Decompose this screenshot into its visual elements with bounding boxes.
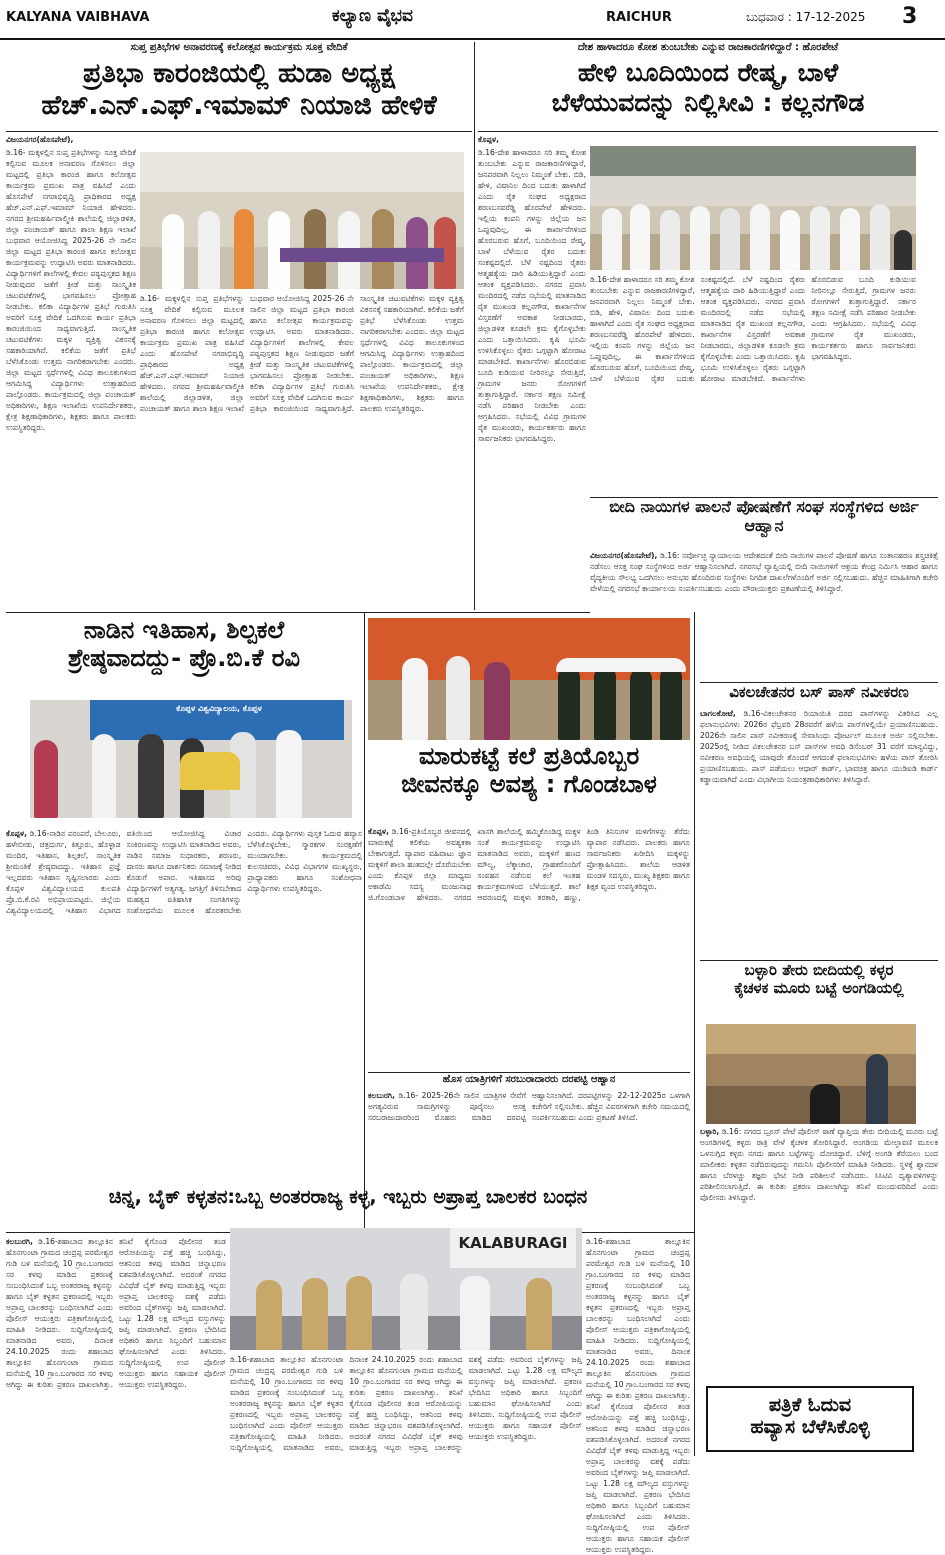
story2-headline-line2: ಬೆಳೆಯುವದನ್ನು ನಿಲ್ಲಿಸೀವಿ : ಕಲ್ಲನಗೌಡ [551, 87, 865, 117]
story2-headline [478, 58, 938, 130]
page-number: 3 [902, 4, 918, 29]
story1-body-cols [140, 293, 464, 610]
story7-dateline: ಕೊಪ್ಪಳ, [368, 827, 390, 836]
masthead [0, 0, 945, 40]
story1-headline [6, 58, 472, 130]
story8-dateline: ಕಲಬುರಗಿ, [368, 1091, 395, 1100]
story6-body-cols [6, 828, 362, 1230]
story9-photo [230, 1228, 582, 1350]
story9-body-right-text: ಡಿ.16-ಶಹಾಬಾದ ತಾಲ್ಲೂಕಿನ ಹೊನಗುಂಟಾ ಗ್ರಾಮದ ಚಂದ್ರಪ್ಪ ಪರಮೇಶ್ವರ ಗುಡಿ ಬಳಿ ಮನೆಯಲ್ಲಿ 10 ಗ್ರಾಂ.ಬಂಗಾರದ ಸರ ಕಳವು ಮಾಡಿದ ಪ್ರಕರಣಕ್ಕೆ ಸಂಬಂಧಿಸಿದಂತೆ ಒಬ್ಬ ಅಂತರರಾಜ್ಯ ಕಳ್ಳನನ್ನು ಹಾಗೂ ಬೈಕ್ ಕಳ್ಳತನ ಪ್ರಕರಣದಲ್ಲಿ ಇಬ್ಬರು ಅಪ್ರಾಪ್ತ ಬಾಲಕರನ್ನು ಬಂಧಿಸಲಾಗಿದೆ ಎಂದು ಪೊಲೀಸ್ ಆಯುಕ್ತರು ಪತ್ರಿಕಾಗೋಷ್ಠಿಯಲ್ಲಿ ಮಾಹಿತಿ ನೀಡಿದರು. ಸುದ್ದಿಗೋಷ್ಠಿಯಲ್ಲಿ ಮಾತನಾಡಿದ ಅವರು, ದಿನಾಂಕ 24.10.2025 ರಂದು ಶಹಾಬಾದ ತಾಲ್ಲೂಕಿನ ಹೊನಗುಂಟಾ ಗ್ರಾಮದ ಮನೆಯಲ್ಲಿ 10 ಗ್ರಾಂ.ಬಂಗಾರದ ಸರ ಕಳವು ಆಗಿದ್ದು ಈ ಕುರಿತು ಪ್ರಕರಣ ದಾಖಲಾಗಿತ್ತು. ತನಿಖೆ ಕೈಗೊಂಡ ಪೊಲೀಸರ ತಂಡ ಆರೋಪಿಯನ್ನು ಪತ್ತೆ ಹಚ್ಚಿ ಬಂಧಿಸಿದ್ದು, ಆತನಿಂದ ಕಳವು ಮಾಡಿದ ಚಿನ್ನಾಭರಣ ವಶಪಡಿಸಿಕೊಳ್ಳಲಾಗಿದೆ. ಅದರಂತೆ ನಗರದ ವಿವಿಧೆಡೆ ಬೈಕ್ ಕಳವು ಮಾಡುತ್ತಿದ್ದ ಇಬ್ಬರು ಅಪ್ರಾಪ್ತ ಬಾಲಕರನ್ನು ವಶಕ್ಕೆ ಪಡೆದು ಅವರಿಂದ ಬೈಕ್‌ಗಳನ್ನು ಜಪ್ತಿ ಮಾಡಲಾಗಿದೆ. ಒಟ್ಟು 1.28 ಲಕ್ಷ ಮೌಲ್ಯದ ವಸ್ತುಗಳನ್ನು ಜಪ್ತಿ ಮಾಡಲಾಗಿದೆ. ಪ್ರಕರಣ ಭೇದಿಸಿದ ಅಧಿಕಾರಿ ಹಾಗೂ ಸಿಬ್ಬಂದಿಗೆ ಬಹುಮಾನ ಘೋಷಿಸಲಾಗಿದೆ ಎಂದು ತಿಳಿಸಿದರು. ಸುದ್ದಿಗೋಷ್ಠಿಯಲ್ಲಿ ಉಪ ಪೊಲೀಸ್ ಆಯುಕ್ತರು ಹಾಗೂ ಸಹಾಯಕ ಪೊಲೀಸ್ ಆಯುಕ್ತರು ಉಪಸ್ಥಿತರಿದ್ದರು. [586, 1237, 690, 1554]
story3-headline: ಬೀದಿ ನಾಯಿಗಳ ಪಾಲನೆ ಪೋಷಣೆಗೆ ಸಂಘ ಸಂಸ್ಥೆಗಳಿದ ಅರ್ಜಿ ಆಹ್ವಾನ [609, 497, 919, 535]
story6-banner-text: ಕೊಪ್ಪಳ ವಿಶ್ವವಿದ್ಯಾಲಯ, ಕೊಪ್ಪಳ [176, 704, 262, 713]
story5-headline-line2: ಕೈಚಳಕ ಮೂರು ಬಟ್ಟೆ ಅಂಗಡಿಯಲ್ಲಿ [734, 978, 904, 997]
story2-body-cols [590, 274, 916, 496]
story6-dateline: ಕೊಪ್ಪಳ, [6, 829, 28, 838]
promo-line1: ಪತ್ರಿಕೆ ಓದುವ [768, 1394, 852, 1416]
story1-headline-line1: ಪ್ರತಿಭಾ ಕಾರಂಜಿಯಲ್ಲಿ ಹುಡಾ ಅಧ್ಯಕ್ಷ [83, 58, 395, 89]
story6-photo [30, 700, 352, 818]
story2-headline-line1: ಹೇಳಿ ಬೂದಿಯಿಂದ ರೇಷ್ಮ, ಬಾಳೆ [577, 58, 839, 87]
story7-body: ಡಿ.16-ಪ್ರತಿಯೊಬ್ಬರ ಜೀವನದಲ್ಲಿ ಮಾರುಕಟ್ಟೆ ಕಲಿಕೆಯ ಅವಶ್ಯಕತಾ ಬೇಕಾಗುತ್ತದೆ. ವ್ಯಾಪಾರ ವಹಿವಾಟು ಜ್ಞಾನ ಮಕ್ಕಳಿಗೆ ಶಾಲಾ ಹಂತದಲ್ಲೇ ದೊರೆಯಬೇಕು ಎಂದು ಕೊಪ್ಪಳ ಜಿಲ್ಲಾ ಮಾಧ್ಯಮ ಅಕಾಡೆಮಿ ಸದಸ್ಯ ಮಂಜುನಾಥ ಜಿ.ಗೊಂಡಬಾಳ ಹೇಳಿದರು. ನಗರದ ಖಾಸಗಿ ಶಾಲೆಯಲ್ಲಿ ಹಮ್ಮಿಕೊಂಡಿದ್ದ ಮಕ್ಕಳ ಸಂತೆ ಕಾರ್ಯಕ್ರಮವನ್ನು ಉದ್ಘಾಟಿಸಿ ಮಾತನಾಡಿದ ಅವರು, ಮಕ್ಕಳಿಗೆ ಹಣದ ಮೌಲ್ಯ, ಲೆಕ್ಕಾಚಾರ, ಗ್ರಾಹಕರೊಂದಿಗೆ ಸಂವಹನ ನಡೆಸುವ ಕಲೆ ಇಂತಹ ಕಾರ್ಯಕ್ರಮಗಳಿಂದ ಬೆಳೆಯುತ್ತದೆ. ಶಾಲೆ ಆವರಣದಲ್ಲಿ ಮಕ್ಕಳು ತರಕಾರಿ, ಹಣ್ಣು, ತಿಂಡಿ ತಿನಿಸುಗಳ ಮಳಿಗೆಗಳನ್ನು ತೆರೆದು ವ್ಯಾಪಾರ ನಡೆಸಿದರು. ಪಾಲಕರು ಹಾಗೂ ಸಾರ್ವಜನಿಕರು ಖರೀದಿಸಿ ಮಕ್ಕಳನ್ನು ಪ್ರೋತ್ಸಾಹಿಸಿದರು. ಶಾಲೆಯ ಆಡಳಿತ ಮಂಡಳಿ ಸದಸ್ಯರು, ಮುಖ್ಯ ಶಿಕ್ಷಕರು ಹಾಗೂ ಶಿಕ್ಷಕ ವೃಂದ ಉಪಸ್ಥಿತರಿದ್ದರು. [368, 827, 690, 902]
story1-body-col1 [6, 134, 136, 610]
story9-body-right [586, 1236, 690, 1554]
story6-body: ಡಿ.16-ನಾಡಿನ ಪರಂಪರೆ, ಬೇಲೂರು, ಹಳೇಬೀಡು, ಚಿತ್ರದುರ್ಗ, ಕಿತ್ತೂರು, ಹೊಳ್ಳಾಡ ಮಂದಿರ, ಇತಿಹಾಸ, ಶಿಲ್ಪಕಲೆ, ಸಾಂಸ್ಕೃತಿಕ ಶ್ರೀಮಂತಿಕೆ ಶ್ರೇಷ್ಠವಾದದ್ದು. ಇತಿಹಾಸ ಪ್ರಜ್ಞೆ ಇಲ್ಲದವರು ಇತಿಹಾಸ ಸೃಷ್ಟಿಸಲಾರರು ಎಂದು ಕೊಪ್ಪಳ ವಿಶ್ವವಿದ್ಯಾಲಯದ ಕುಲಪತಿ ಪ್ರೊ.ಬಿ.ಕೆ.ರವಿ ಅಭಿಪ್ರಾಯಪಟ್ಟರು. ಜಿಲ್ಲೆಯ ವಿಶ್ವವಿದ್ಯಾಲಯದಲ್ಲಿ ಇತಿಹಾಸ ವಿಭಾಗದ ವತಿಯಿಂದ ಆಯೋಜಿಸಿದ್ದ ವಿಚಾರ ಸಂಕಿರಣವನ್ನು ಉದ್ಘಾಟಿಸಿ ಮಾತನಾಡಿದ ಅವರು, ನಾಡಿನ ಸಮಾಜ ಸುಧಾರಕರು, ಶರಣರು, ದಾಸರು ಹಾಗೂ ದಾರ್ಶನಿಕರು ಸಮಾಜಕ್ಕೆ ನೀಡಿದ ಕೊಡುಗೆ ಅಪಾರ. ಇತಿಹಾಸದ ಅರಿವು ವಿದ್ಯಾರ್ಥಿಗಳಿಗೆ ಅತ್ಯಗತ್ಯ. ಜಗತ್ತಿಗೆ ತಿಳಿಸಬೇಕಾದ ಮಹತ್ವದ ಐತಿಹಾಸಿಕ ಸಂಗತಿಗಳನ್ನು ಸಂಶೋಧನೆಯ ಮೂಲಕ ಹೊರತರಬೇಕು ಎಂದರು. ವಿದ್ಯಾರ್ಥಿಗಳು ಪುಸ್ತಕ ಓದುವ ಹವ್ಯಾಸ ಬೆಳೆಸಿಕೊಳ್ಳಬೇಕು, ಸ್ಮಾರಕಗಳ ಸಂರಕ್ಷಣೆಗೆ ಮುಂದಾಗಬೇಕು. ಕಾರ್ಯಕ್ರಮದಲ್ಲಿ ಕುಲಸಚಿವರು, ವಿವಿಧ ವಿಭಾಗಗಳ ಮುಖ್ಯಸ್ಥರು, ಪ್ರಾಧ್ಯಾಪಕರು ಹಾಗೂ ಸಂಶೋಧನಾ ವಿದ್ಯಾರ್ಥಿಗಳು ಉಪಸ್ಥಿತರಿದ್ದರು. [6, 829, 362, 915]
story5-dateline: ಬಳ್ಳಾರಿ, [700, 1127, 720, 1136]
story8-body: ಡಿ.16- 2025-26ನೇ ಸಾಲಿನ ಯಾತ್ರಿಗಳ ಸೇವೆಗೆ ಅಗತ್ಯವಿರುವ ಸಾಮಗ್ರಿಗಳನ್ನು ಪೂರೈಸಲು ಆಸಕ್ತ ಸರಬರಾಜುದಾರರಿಂದ ಮೊಹರು ಮಾಡಿದ ದರಪಟ್ಟಿ ಆಹ್ವಾನಿಸಲಾಗಿದೆ. ದರಪಟ್ಟಿಗಳನ್ನು 22-12-2025ರ ಒಳಗಾಗಿ ಕಚೇರಿಗೆ ಸಲ್ಲಿಸಬೇಕು. ಹೆಚ್ಚಿನ ವಿವರಗಳಿಗಾಗಿ ಕಚೇರಿ ಸಮಯದಲ್ಲಿ ಸಂಪರ್ಕಿಸಬಹುದು ಎಂದು ಪ್ರಕಟಣೆ ತಿಳಿಸಿದೆ. [368, 1091, 690, 1122]
story2-photo [590, 146, 916, 270]
story5-headline [700, 962, 938, 1022]
edition-city: RAICHUR [606, 10, 672, 25]
story6-headline-line2: ಶ್ರೇಷ್ಠವಾದದ್ದು- ಪ್ರೊ.ಬಿ.ಕೆ ರವಿ [68, 644, 300, 673]
story5-headline-line1: ಬಳ್ಳಾರಿ ತೇರು ಬೀದಿಯಲ್ಲಿ ಕಳ್ಳರ [744, 961, 894, 979]
story2-body: ಡಿ.16-ದೇಶ ಹಾಳಾದರೂ ಸರಿ ತಮ್ಮ ಕೋಶ ತುಂಬಬೇಕು ಎನ್ನುವ ರಾಜಕಾರಣಿಗಳಿದ್ದಾರೆ, ಜನಪರವಾಗಿ ನಿಲ್ಲಲು ನಿಮ್ಮಂತೆ ಬೇಕು. ಬಿಡಿ, ಹೇಳಿ, ವಿಷಾನಿಲ ದಿಂದ ಬದುಕು ಹಾಳಾಗಿದೆ ಎಂದು ರೈತ ಸಂಘದ ಅಧ್ಯಕ್ಷರಾದ ಶರಣಬಸವರೆಡ್ಡಿ ಹೊರಪೇಟೆ ಹೇಳಿದರು. ಇಲ್ಲಿಯ ಕಂಪನಿ ಗಳನ್ನು ಜಿಲ್ಲೆಯ ಜನ ಒಪ್ಪುವುದಿಲ್ಲ, ಈ ಕಾರ್ಖಾನೆಗಳಿಂದ ಹೊರಬರುವ ಹೊಗೆ, ಬೂದಿಯಿಂದ ರೇಷ್ಮ, ಬಾಳೆ ಬೆಳೆಯುವ ರೈತರ ಬದುಕು ಸಂಕಷ್ಟದಲ್ಲಿದೆ. ಬೆಳೆ ನಷ್ಟದಿಂದ ರೈತರು ಆತ್ಮಹತ್ಯೆಯ ದಾರಿ ಹಿಡಿಯುತ್ತಿದ್ದಾರೆ ಎಂದು ಆತಂಕ ವ್ಯಕ್ತಪಡಿಸಿದರು. ನಗರದ ಪ್ರವಾಸಿ ಮಂದಿರದಲ್ಲಿ ನಡೆದ ಸಭೆಯಲ್ಲಿ ಮಾತನಾಡಿದ ರೈತ ಮುಖಂಡ ಕಲ್ಲನಗೌಡ, ಕಾರ್ಖಾನೆಗಳ ವಿಸ್ತರಣೆಗೆ ಅವಕಾಶ ನೀಡಬಾರದು, ಜಿಲ್ಲಾಡಳಿತ ಕೂಡಲೇ ಕ್ರಮ ಕೈಗೊಳ್ಳಬೇಕು ಎಂದು ಒತ್ತಾಯಿಸಿದರು. ಕೃಷಿ ಭೂಮಿ ಉಳಿಸಿಕೊಳ್ಳಲು ರೈತರು ಒಗ್ಗಟ್ಟಾಗಿ ಹೋರಾಟ ಮಾಡಬೇಕಿದೆ. ಕಾರ್ಖಾನೆಗಳು ಹೊರಬಿಡುವ ಬೂದಿ ಕುಡಿಯುವ ನೀರಿನಲ್ಲೂ ಸೇರುತ್ತಿದೆ, ಗ್ರಾಮಗಳ ಜನರು ರೋಗಗಳಿಗೆ ತುತ್ತಾಗುತ್ತಿದ್ದಾರೆ. ಸರ್ಕಾರ ತಕ್ಷಣ ಸಮೀಕ್ಷೆ ನಡೆಸಿ ಪರಿಹಾರ ನೀಡಬೇಕು ಎಂದು ಆಗ್ರಹಿಸಿದರು. ಸಭೆಯಲ್ಲಿ ವಿವಿಧ ಗ್ರಾಮಗಳ ರೈತ ಮುಖಂಡರು, ಕಾರ್ಯಕರ್ತರು ಹಾಗೂ ಸಾರ್ವಜನಿಕರು ಭಾಗವಹಿಸಿದ್ದರು. [478, 148, 586, 443]
story4-headline: ವಿಕಲಚೇತನರ ಬಸ್ ಪಾಸ್ ನವೀಕರಣ [729, 683, 909, 701]
story7-photo [368, 618, 690, 740]
story2-kicker: ದೇಶ ಹಾಳಾದರೂ ಕೋಶ ತುಂಬಬೇಕು ಎನ್ನುವ ರಾಜಕಾರಣಿಗಳಿದ್ದಾರೆ : ಹೊರಪೇಟೆ [577, 42, 839, 53]
paper-name-english: KALYANA VAIBHAVA [6, 10, 150, 25]
story2-dateline: ಕೊಪ್ಪಳ, [478, 135, 500, 144]
paper-name-kannada: ಕಲ್ಯಾಣ ವೈಭವ [332, 6, 413, 26]
story8-headline: ಹೊಸ ಯಾತ್ರಿಗಳಿಗೆ ಸರಬುರಾದಾರರು ದರಪಟ್ಟಿ ಆಹ್ವಾನ [442, 1074, 616, 1085]
story9-body: ಡಿ.16-ಶಹಾಬಾದ ತಾಲ್ಲೂಕಿನ ಹೊನಗುಂಟಾ ಗ್ರಾಮದ ಚಂದ್ರಪ್ಪ ಪರಮೇಶ್ವರ ಗುಡಿ ಬಳಿ ಮನೆಯಲ್ಲಿ 10 ಗ್ರಾಂ.ಬಂಗಾರದ ಸರ ಕಳವು ಮಾಡಿದ ಪ್ರಕರಣಕ್ಕೆ ಸಂಬಂಧಿಸಿದಂತೆ ಒಬ್ಬ ಅಂತರರಾಜ್ಯ ಕಳ್ಳನನ್ನು ಹಾಗೂ ಬೈಕ್ ಕಳ್ಳತನ ಪ್ರಕರಣದಲ್ಲಿ ಇಬ್ಬರು ಅಪ್ರಾಪ್ತ ಬಾಲಕರನ್ನು ಬಂಧಿಸಲಾಗಿದೆ ಎಂದು ಪೊಲೀಸ್ ಆಯುಕ್ತರು ಪತ್ರಿಕಾಗೋಷ್ಠಿಯಲ್ಲಿ ಮಾಹಿತಿ ನೀಡಿದರು. ಸುದ್ದಿಗೋಷ್ಠಿಯಲ್ಲಿ ಮಾತನಾಡಿದ ಅವರು, ದಿನಾಂಕ 24.10.2025 ರಂದು ಶಹಾಬಾದ ತಾಲ್ಲೂಕಿನ ಹೊನಗುಂಟಾ ಗ್ರಾಮದ ಮನೆಯಲ್ಲಿ 10 ಗ್ರಾಂ.ಬಂಗಾರದ ಸರ ಕಳವು ಆಗಿದ್ದು ಈ ಕುರಿತು ಪ್ರಕರಣ ದಾಖಲಾಗಿತ್ತು. ತನಿಖೆ ಕೈಗೊಂಡ ಪೊಲೀಸರ ತಂಡ ಆರೋಪಿಯನ್ನು ಪತ್ತೆ ಹಚ್ಚಿ ಬಂಧಿಸಿದ್ದು, ಆತನಿಂದ ಕಳವು ಮಾಡಿದ ಚಿನ್ನಾಭರಣ ವಶಪಡಿಸಿಕೊಳ್ಳಲಾಗಿದೆ. ಅದರಂತೆ ನಗರದ ವಿವಿಧೆಡೆ ಬೈಕ್ ಕಳವು ಮಾಡುತ್ತಿದ್ದ ಇಬ್ಬರು ಅಪ್ರಾಪ್ತ ಬಾಲಕರನ್ನು ವಶಕ್ಕೆ ಪಡೆದು ಅವರಿಂದ ಬೈಕ್‌ಗಳನ್ನು ಜಪ್ತಿ ಮಾಡಲಾಗಿದೆ. ಒಟ್ಟು 1.28 ಲಕ್ಷ ಮೌಲ್ಯದ ವಸ್ತುಗಳನ್ನು ಜಪ್ತಿ ಮಾಡಲಾಗಿದೆ. ಪ್ರಕರಣ ಭೇದಿಸಿದ ಅಧಿಕಾರಿ ಹಾಗೂ ಸಿಬ್ಬಂದಿಗೆ ಬಹುಮಾನ ಘೋಷಿಸಲಾಗಿದೆ ಎಂದು ತಿಳಿಸಿದರು. ಸುದ್ದಿಗೋಷ್ಠಿಯಲ್ಲಿ ಉಪ ಪೊಲೀಸ್ ಆಯುಕ್ತರು ಹಾಗೂ ಸಹಾಯಕ ಪೊಲೀಸ್ ಆಯುಕ್ತರು ಉಪಸ್ಥಿತರಿದ್ದರು. [6, 1237, 226, 1389]
story3-dateline: ವಿಜಯನಗರ(ಹೊಸಪೇಟೆ), [590, 551, 658, 560]
story9-headline: ಚಿನ್ನ, ಬೈಕ್ ಕಳ್ಳತನ:ಒಬ್ಬ ಅಂತರರಾಜ್ಯ ಕಳ್ಳ, ಇಬ್ಬರು ಅಪ್ರಾಪ್ತ ಬಾಲಕರ ಬಂಧನ [108, 1186, 588, 1208]
promo-box [706, 1386, 914, 1452]
story5-body: ಡಿ.16: ನಗರದ ಬ್ರೂಸ್ ಪೇಟೆ ಪೊಲೀಸ್ ಠಾಣೆ ವ್ಯಾಪ್ತಿಯ ತೇರು ಬೀದಿಯಲ್ಲಿ ಮೂರು ಬಟ್ಟೆ ಅಂಗಡಿಗಳಲ್ಲಿ ಕಳ್ಳರು ರಾತ್ರಿ ವೇಳೆ ಕೈಚಳಕ ತೋರಿಸಿದ್ದಾರೆ. ಅಂಗಡಿಯ ಮೇಲ್ಛಾವಣಿ ಮೂಲಕ ಒಳನುಗ್ಗಿದ ಕಳ್ಳರು ನಗದು ಹಾಗೂ ಬಟ್ಟೆಗಳನ್ನು ದೋಚಿದ್ದಾರೆ. ಬೆಳಿಗ್ಗೆ ಅಂಗಡಿ ತೆರೆಯಲು ಬಂದ ಮಾಲೀಕರು ಕಳ್ಳತನ ನಡೆದಿರುವುದನ್ನು ಗಮನಿಸಿ ಪೊಲೀಸರಿಗೆ ಮಾಹಿತಿ ನೀಡಿದರು. ಸ್ಥಳಕ್ಕೆ ಶ್ವಾನದಳ ಹಾಗೂ ಬೆರಳಚ್ಚು ತಜ್ಞರು ಭೇಟಿ ನೀಡಿ ಪರಿಶೀಲನೆ ನಡೆಸಿದರು. ಸಿಸಿಟಿವಿ ದೃಶ್ಯಾವಳಿಗಳನ್ನು ಪರಿಶೀಲಿಸಲಾಗುತ್ತಿದೆ. ಈ ಕುರಿತು ಪ್ರಕರಣ ದಾಖಲಾಗಿದ್ದು ತನಿಖೆ ಮುಂದುವರಿದಿದೆ ಎಂದು ಪೊಲೀಸರು ತಿಳಿಸಿದ್ದಾರೆ. [700, 1127, 938, 1202]
story6-headline [6, 616, 362, 682]
story7-body-cols [368, 826, 690, 1070]
story7-headline-line1: ಮಾರುಕಟ್ಟೆ ಕಲೆ ಪ್ರತಿಯೊಬ್ಬರ [418, 742, 640, 770]
story1-body: ಡಿ.16- ಮಕ್ಕಳಲ್ಲಿನ ಸುಪ್ತ ಪ್ರತಿಭೆಗಳನ್ನು ಸೂಕ್ತ ವೇದಿಕೆ ಕಲ್ಪಿಸುವ ಮೂಲಕ ಅನಾವರಣ ಗೊಳಿಸಲು ಜಿಲ್ಲಾ ಮಟ್ಟದಲ್ಲಿ ಪ್ರತಿಭಾ ಕಾರಂಜಿ ಹಾಗೂ ಕಲೋತ್ಸವ ಕಾರ್ಯಕ್ರಮ ಪ್ರಮುಖ ಪಾತ್ರ ವಹಿಸಿದೆ ಎಂದು ಹೊಸಪೇಟೆ ನಗರಾಭಿವೃದ್ಧಿ ಪ್ರಾಧಿಕಾರದ ಅಧ್ಯಕ್ಷ ಹೆಚ್.ಎನ್.ಎಫ್.ಇಮಾಮ್ ನಿಯಾಜಿ ಹೇಳಿದರು. ನಗರದ ಶ್ರೀಮಹರ್ಷಿವಾಲ್ಮೀಕಿ ಶಾಲೆಯಲ್ಲಿ ಜಿಲ್ಲಾಡಳಿತ, ಜಿಲ್ಲಾ ಪಂಚಾಯತ್ ಹಾಗೂ ಶಾಲಾ ಶಿಕ್ಷಣ ಇಲಾಖೆ ಬುಧವಾರ ಆಯೋಜಿಸಿದ್ದ 2025-26 ನೇ ಸಾಲಿನ ಜಿಲ್ಲಾ ಮಟ್ಟದ ಪ್ರತಿಭಾ ಕಾರಂಜಿ ಹಾಗೂ ಕಲೋತ್ಸವ ಕಾರ್ಯಕ್ರಮವನ್ನು ಉದ್ಘಾಟಿಸಿ ಅವರು ಮಾತನಾಡಿದರು. ವಿದ್ಯಾರ್ಥಿಗಳಿಗೆ ಶಾಲೆಗಳಲ್ಲಿ ಕೇವಲ ಪಠ್ಯಪುಸ್ತಕದ ಶಿಕ್ಷಣ ನೀಡುವುದರ ಜತೆಗೆ ಕ್ರೀಡೆ ಮತ್ತು ಸಾಂಸ್ಕೃತಿಕ ಚಟುವಟಿಕೆಗಳಲ್ಲಿ ಭಾಗವಹಿಸಲು ಪ್ರೋತ್ಸಾಹ ನೀಡಬೇಕು. ಕಲಿಕಾ ವಿದ್ಯಾರ್ಥಿಗಳ ಪ್ರತಿಭೆ ಗುರುತಿಸಿ ಅವರಿಗೆ ಸೂಕ್ತ ವೇದಿಕೆ ಒದಗಿಸುವ ಕಾರ್ಯ ಪ್ರತಿಭಾ ಕಾರಂಜಿಯಿಂದ ಸಾಧ್ಯವಾಗುತ್ತಿದೆ. ಸಾಂಸ್ಕೃತಿಕ ಚಟುವಟಿಕೆಗಳು ಮಕ್ಕಳ ವ್ಯಕ್ತಿತ್ವ ವಿಕಸನಕ್ಕೆ ಸಹಕಾರಿಯಾಗಿವೆ. ಕಲಿಕೆಯ ಜತೆಗೆ ಪ್ರತಿಭೆ ಬೆಳೆಸಿಕೊಂಡು ಉತ್ತಮ ನಾಗರಿಕರಾಗಬೇಕು ಎಂದರು. ಜಿಲ್ಲಾ ಮಟ್ಟದ ಸ್ಪರ್ಧೆಗಳಲ್ಲಿ ವಿವಿಧ ತಾಲೂಕುಗಳಿಂದ ಆಗಮಿಸಿದ್ದ ವಿದ್ಯಾರ್ಥಿಗಳು ಉತ್ಸಾಹದಿಂದ ಪಾಲ್ಗೊಂಡರು. ಕಾರ್ಯಕ್ರಮದಲ್ಲಿ ಜಿಲ್ಲಾ ಪಂಚಾಯತ್ ಅಧಿಕಾರಿಗಳು, ಶಿಕ್ಷಣ ಇಲಾಖೆಯ ಉಪನಿರ್ದೇಶಕರು, ಕ್ಷೇತ್ರ ಶಿಕ್ಷಣಾಧಿಕಾರಿಗಳು, ಶಿಕ್ಷಕರು ಹಾಗೂ ಪಾಲಕರು ಉಪಸ್ಥಿತರಿದ್ದರು. [6, 148, 136, 432]
story5-photo [706, 1024, 916, 1124]
story2-body-continued: ಡಿ.16-ದೇಶ ಹಾಳಾದರೂ ಸರಿ ತಮ್ಮ ಕೋಶ ತುಂಬಬೇಕು ಎನ್ನುವ ರಾಜಕಾರಣಿಗಳಿದ್ದಾರೆ, ಜನಪರವಾಗಿ ನಿಲ್ಲಲು ನಿಮ್ಮಂತೆ ಬೇಕು. ಬಿಡಿ, ಹೇಳಿ, ವಿಷಾನಿಲ ದಿಂದ ಬದುಕು ಹಾಳಾಗಿದೆ ಎಂದು ರೈತ ಸಂಘದ ಅಧ್ಯಕ್ಷರಾದ ಶರಣಬಸವರೆಡ್ಡಿ ಹೊರಪೇಟೆ ಹೇಳಿದರು. ಇಲ್ಲಿಯ ಕಂಪನಿ ಗಳನ್ನು ಜಿಲ್ಲೆಯ ಜನ ಒಪ್ಪುವುದಿಲ್ಲ, ಈ ಕಾರ್ಖಾನೆಗಳಿಂದ ಹೊರಬರುವ ಹೊಗೆ, ಬೂದಿಯಿಂದ ರೇಷ್ಮ, ಬಾಳೆ ಬೆಳೆಯುವ ರೈತರ ಬದುಕು ಸಂಕಷ್ಟದಲ್ಲಿದೆ. ಬೆಳೆ ನಷ್ಟದಿಂದ ರೈತರು ಆತ್ಮಹತ್ಯೆಯ ದಾರಿ ಹಿಡಿಯುತ್ತಿದ್ದಾರೆ ಎಂದು ಆತಂಕ ವ್ಯಕ್ತಪಡಿಸಿದರು. ನಗರದ ಪ್ರವಾಸಿ ಮಂದಿರದಲ್ಲಿ ನಡೆದ ಸಭೆಯಲ್ಲಿ ಮಾತನಾಡಿದ ರೈತ ಮುಖಂಡ ಕಲ್ಲನಗೌಡ, ಕಾರ್ಖಾನೆಗಳ ವಿಸ್ತರಣೆಗೆ ಅವಕಾಶ ನೀಡಬಾರದು, ಜಿಲ್ಲಾಡಳಿತ ಕೂಡಲೇ ಕ್ರಮ ಕೈಗೊಳ್ಳಬೇಕು ಎಂದು ಒತ್ತಾಯಿಸಿದರು. ಕೃಷಿ ಭೂಮಿ ಉಳಿಸಿಕೊಳ್ಳಲು ರೈತರು ಒಗ್ಗಟ್ಟಾಗಿ ಹೋರಾಟ ಮಾಡಬೇಕಿದೆ. ಕಾರ್ಖಾನೆಗಳು ಹೊರಬಿಡುವ ಬೂದಿ ಕುಡಿಯುವ ನೀರಿನಲ್ಲೂ ಸೇರುತ್ತಿದೆ, ಗ್ರಾಮಗಳ ಜನರು ರೋಗಗಳಿಗೆ ತುತ್ತಾಗುತ್ತಿದ್ದಾರೆ. ಸರ್ಕಾರ ತಕ್ಷಣ ಸಮೀಕ್ಷೆ ನಡೆಸಿ ಪರಿಹಾರ ನೀಡಬೇಕು ಎಂದು ಆಗ್ರಹಿಸಿದರು. ಸಭೆಯಲ್ಲಿ ವಿವಿಧ ಗ್ರಾಮಗಳ ರೈತ ಮುಖಂಡರು, ಕಾರ್ಯಕರ್ತರು ಹಾಗೂ ಸಾರ್ವಜನಿಕರು ಭಾಗವಹಿಸಿದ್ದರು. [590, 275, 916, 383]
story9-body-left [6, 1236, 226, 1454]
story9-dateline: ಕಲಬುರಗಿ, [6, 1237, 33, 1246]
story2-body-col1 [478, 134, 586, 610]
story7-headline [368, 742, 690, 814]
story1-dateline: ವಿಜಯನಗರ(ಹೊಸಪೇಟೆ), [6, 135, 74, 144]
story1-kicker: ಸುಪ್ತ ಪ್ರತಿಭೆಗಳ ಅನಾವರಣಕ್ಕೆ ಕಲೋತ್ಸವ ಕಾರ್ಯಕ್ರಮ ಸೂಕ್ತ ವೇದಿಕೆ [130, 42, 348, 53]
story4-body-box [700, 708, 938, 958]
story1-body-continued: ಡಿ.16- ಮಕ್ಕಳಲ್ಲಿನ ಸುಪ್ತ ಪ್ರತಿಭೆಗಳನ್ನು ಸೂಕ್ತ ವೇದಿಕೆ ಕಲ್ಪಿಸುವ ಮೂಲಕ ಅನಾವರಣ ಗೊಳಿಸಲು ಜಿಲ್ಲಾ ಮಟ್ಟದಲ್ಲಿ ಪ್ರತಿಭಾ ಕಾರಂಜಿ ಹಾಗೂ ಕಲೋತ್ಸವ ಕಾರ್ಯಕ್ರಮ ಪ್ರಮುಖ ಪಾತ್ರ ವಹಿಸಿದೆ ಎಂದು ಹೊಸಪೇಟೆ ನಗರಾಭಿವೃದ್ಧಿ ಪ್ರಾಧಿಕಾರದ ಅಧ್ಯಕ್ಷ ಹೆಚ್.ಎನ್.ಎಫ್.ಇಮಾಮ್ ನಿಯಾಜಿ ಹೇಳಿದರು. ನಗರದ ಶ್ರೀಮಹರ್ಷಿವಾಲ್ಮೀಕಿ ಶಾಲೆಯಲ್ಲಿ ಜಿಲ್ಲಾಡಳಿತ, ಜಿಲ್ಲಾ ಪಂಚಾಯತ್ ಹಾಗೂ ಶಾಲಾ ಶಿಕ್ಷಣ ಇಲಾಖೆ ಬುಧವಾರ ಆಯೋಜಿಸಿದ್ದ 2025-26 ನೇ ಸಾಲಿನ ಜಿಲ್ಲಾ ಮಟ್ಟದ ಪ್ರತಿಭಾ ಕಾರಂಜಿ ಹಾಗೂ ಕಲೋತ್ಸವ ಕಾರ್ಯಕ್ರಮವನ್ನು ಉದ್ಘಾಟಿಸಿ ಅವರು ಮಾತನಾಡಿದರು. ವಿದ್ಯಾರ್ಥಿಗಳಿಗೆ ಶಾಲೆಗಳಲ್ಲಿ ಕೇವಲ ಪಠ್ಯಪುಸ್ತಕದ ಶಿಕ್ಷಣ ನೀಡುವುದರ ಜತೆಗೆ ಕ್ರೀಡೆ ಮತ್ತು ಸಾಂಸ್ಕೃತಿಕ ಚಟುವಟಿಕೆಗಳಲ್ಲಿ ಭಾಗವಹಿಸಲು ಪ್ರೋತ್ಸಾಹ ನೀಡಬೇಕು. ಕಲಿಕಾ ವಿದ್ಯಾರ್ಥಿಗಳ ಪ್ರತಿಭೆ ಗುರುತಿಸಿ ಅವರಿಗೆ ಸೂಕ್ತ ವೇದಿಕೆ ಒದಗಿಸುವ ಕಾರ್ಯ ಪ್ರತಿಭಾ ಕಾರಂಜಿಯಿಂದ ಸಾಧ್ಯವಾಗುತ್ತಿದೆ. ಸಾಂಸ್ಕೃತಿಕ ಚಟುವಟಿಕೆಗಳು ಮಕ್ಕಳ ವ್ಯಕ್ತಿತ್ವ ವಿಕಸನಕ್ಕೆ ಸಹಕಾರಿಯಾಗಿವೆ. ಕಲಿಕೆಯ ಜತೆಗೆ ಪ್ರತಿಭೆ ಬೆಳೆಸಿಕೊಂಡು ಉತ್ತಮ ನಾಗರಿಕರಾಗಬೇಕು ಎಂದರು. ಜಿಲ್ಲಾ ಮಟ್ಟದ ಸ್ಪರ್ಧೆಗಳಲ್ಲಿ ವಿವಿಧ ತಾಲೂಕುಗಳಿಂದ ಆಗಮಿಸಿದ್ದ ವಿದ್ಯಾರ್ಥಿಗಳು ಉತ್ಸಾಹದಿಂದ ಪಾಲ್ಗೊಂಡರು. ಕಾರ್ಯಕ್ರಮದಲ್ಲಿ ಜಿಲ್ಲಾ ಪಂಚಾಯತ್ ಅಧಿಕಾರಿಗಳು, ಶಿಕ್ಷಣ ಇಲಾಖೆಯ ಉಪನಿರ್ದೇಶಕರು, ಕ್ಷೇತ್ರ ಶಿಕ್ಷಣಾಧಿಕಾರಿಗಳು, ಶಿಕ್ಷಕರು ಹಾಗೂ ಪಾಲಕರು ಉಪಸ್ಥಿತರಿದ್ದರು. [140, 294, 464, 413]
story1-photo [140, 152, 464, 289]
story5-body-box [700, 1126, 938, 1374]
story3-body: ಡಿ.16: ಸರ್ವೋಚ್ಛ ನ್ಯಾಯಾಲಯ ಆದೇಶದಂತೆ ಬೀದಿ ನಾಯಿಗಳ ಪಾಲನೆ ಪೋಷಣೆ ಹಾಗೂ ಸಂತಾನಹರಣ ಶಸ್ತ್ರಚಿಕಿತ್ಸೆ ನಡೆಸಲು ಆಸಕ್ತ ಸಂಘ ಸಂಸ್ಥೆಗಳಿಂದ ಅರ್ಜಿ ಆಹ್ವಾನಿಸಲಾಗಿದೆ. ನಗರಸಭೆ ವ್ಯಾಪ್ತಿಯಲ್ಲಿ ಬೀದಿ ನಾಯಿಗಳಿಗೆ ಆಶ್ರಯ ಕೇಂದ್ರ ನಿರ್ಮಿಸಿ ಆಹಾರ ಹಾಗೂ ವೈದ್ಯಕೀಯ ಸೌಲಭ್ಯ ಒದಗಿಸಲು ಅನುಭವ ಹೊಂದಿರುವ ಸಂಸ್ಥೆಗಳು ನಿಗದಿತ ದಾಖಲೆಗಳೊಂದಿಗೆ ಅರ್ಜಿ ಸಲ್ಲಿಸಬಹುದು. ಹೆಚ್ಚಿನ ಮಾಹಿತಿಗಾಗಿ ಕಚೇರಿ ವೇಳೆಯಲ್ಲಿ ನಗರಸಭೆ ಕಾರ್ಯಾಲಯ ಸಂಪರ್ಕಿಸಬಹುದು ಎಂದು ಪೌರಾಯುಕ್ತರು ಪ್ರಕಟಣೆಯಲ್ಲಿ ತಿಳಿಸಿದ್ದಾರೆ. [590, 551, 938, 593]
story4-body: ಡಿ.16-ವಿಕಲಚೇತನರ ರಿಯಾಯಿತಿ ದರದ ಪಾಸ್‌ಗಳನ್ನು ವಿತರಿಸಿದ ಎಲ್ಲ ಫಲಾನುಭವಿಗಳು 2026ರ ಫೆಬ್ರವರಿ 28ರವರೆಗೆ ಹಳೆಯ ಪಾಸ್‌ಗಳಲ್ಲಿಯೇ ಪ್ರಯಾಣಿಸಬಹುದು. 2026ನೇ ಸಾಲಿನ ಪಾಸ್ ನವೀಕರಣಕ್ಕೆ ಸೇವಾಸಿಂಧು ಪೋರ್ಟಲ್ ಮೂಲಕ ಅರ್ಜಿ ಸಲ್ಲಿಸಬೇಕು. 2025ರಲ್ಲಿ ನೀಡಿದ ವಿಕಲಚೇತನರ ಬಸ್ ಪಾಸ್‌ಗಳ ಅವಧಿ ಡಿಸೆಂಬರ್ 31 ವರೆಗೆ ಮಾನ್ಯವಿದ್ದು, ನವೀಕರಣ ಅವಧಿಯಲ್ಲಿ ಯಾವುದೇ ತೊಂದರೆ ಆಗದಂತೆ ಫಲಾನುಭವಿಗಳು ಹಳೆಯ ಪಾಸ್ ತೋರಿಸಿ ಪ್ರಯಾಣಿಸಬಹುದು. ಪಾಸ್ ಪಡೆಯಲು ಆಧಾರ್ ಕಾರ್ಡ್, ಭಾವಚಿತ್ರ ಹಾಗೂ ಯುಡಿಐಡಿ ಕಾರ್ಡ್ ಕಡ್ಡಾಯವಾಗಿದೆ ಎಂದು ವಿಭಾಗೀಯ ನಿಯಂತ್ರಣಾಧಿಕಾರಿಗಳು ತಿಳಿಸಿದ್ದಾರೆ. [700, 709, 938, 784]
promo-line2: ಹವ್ಯಾಸ ಬೆಳೆಸಿಕೊಳ್ಳಿ [750, 1416, 870, 1439]
story7-headline-line2: ಜೀವನಕ್ಕೂ ಅವಶ್ಯ : ಗೊಂಡಬಾಳ [401, 770, 657, 799]
story4-dateline: ಬಾಗಲಕೋಟೆ, [700, 709, 736, 718]
story9-body-bottom-text: ಡಿ.16-ಶಹಾಬಾದ ತಾಲ್ಲೂಕಿನ ಹೊನಗುಂಟಾ ಗ್ರಾಮದ ಚಂದ್ರಪ್ಪ ಪರಮೇಶ್ವರ ಗುಡಿ ಬಳಿ ಮನೆಯಲ್ಲಿ 10 ಗ್ರಾಂ.ಬಂಗಾರದ ಸರ ಕಳವು ಮಾಡಿದ ಪ್ರಕರಣಕ್ಕೆ ಸಂಬಂಧಿಸಿದಂತೆ ಒಬ್ಬ ಅಂತರರಾಜ್ಯ ಕಳ್ಳನನ್ನು ಹಾಗೂ ಬೈಕ್ ಕಳ್ಳತನ ಪ್ರಕರಣದಲ್ಲಿ ಇಬ್ಬರು ಅಪ್ರಾಪ್ತ ಬಾಲಕರನ್ನು ಬಂಧಿಸಲಾಗಿದೆ ಎಂದು ಪೊಲೀಸ್ ಆಯುಕ್ತರು ಪತ್ರಿಕಾಗೋಷ್ಠಿಯಲ್ಲಿ ಮಾಹಿತಿ ನೀಡಿದರು. ಸುದ್ದಿಗೋಷ್ಠಿಯಲ್ಲಿ ಮಾತನಾಡಿದ ಅವರು, ದಿನಾಂಕ 24.10.2025 ರಂದು ಶಹಾಬಾದ ತಾಲ್ಲೂಕಿನ ಹೊನಗುಂಟಾ ಗ್ರಾಮದ ಮನೆಯಲ್ಲಿ 10 ಗ್ರಾಂ.ಬಂಗಾರದ ಸರ ಕಳವು ಆಗಿದ್ದು ಈ ಕುರಿತು ಪ್ರಕರಣ ದಾಖಲಾಗಿತ್ತು. ತನಿಖೆ ಕೈಗೊಂಡ ಪೊಲೀಸರ ತಂಡ ಆರೋಪಿಯನ್ನು ಪತ್ತೆ ಹಚ್ಚಿ ಬಂಧಿಸಿದ್ದು, ಆತನಿಂದ ಕಳವು ಮಾಡಿದ ಚಿನ್ನಾಭರಣ ವಶಪಡಿಸಿಕೊಳ್ಳಲಾಗಿದೆ. ಅದರಂತೆ ನಗರದ ವಿವಿಧೆಡೆ ಬೈಕ್ ಕಳವು ಮಾಡುತ್ತಿದ್ದ ಇಬ್ಬರು ಅಪ್ರಾಪ್ತ ಬಾಲಕರನ್ನು ವಶಕ್ಕೆ ಪಡೆದು ಅವರಿಂದ ಬೈಕ್‌ಗಳನ್ನು ಜಪ್ತಿ ಮಾಡಲಾಗಿದೆ. ಒಟ್ಟು 1.28 ಲಕ್ಷ ಮೌಲ್ಯದ ವಸ್ತುಗಳನ್ನು ಜಪ್ತಿ ಮಾಡಲಾಗಿದೆ. ಪ್ರಕರಣ ಭೇದಿಸಿದ ಅಧಿಕಾರಿ ಹಾಗೂ ಸಿಬ್ಬಂದಿಗೆ ಬಹುಮಾನ ಘೋಷಿಸಲಾಗಿದೆ ಎಂದು ತಿಳಿಸಿದರು. ಸುದ್ದಿಗೋಷ್ಠಿಯಲ್ಲಿ ಉಪ ಪೊಲೀಸ್ ಆಯುಕ್ತರು ಹಾಗೂ ಸಹಾಯಕ ಪೊಲೀಸ್ ಆಯುಕ್ತರು ಉಪಸ್ಥಿತರಿದ್ದರು. [230, 1355, 582, 1452]
story6-headline-line1: ನಾಡಿನ ಇತಿಹಾಸ, ಶಿಲ್ಪಕಲೆ [83, 616, 285, 644]
story9-banner-text: KALABURAGI [458, 1234, 568, 1252]
story1-headline-line2: ಹೆಚ್.ಎನ್.ಎಫ್.ಇಮಾಮ್ ನಿಯಾಜಿ ಹೇಳಿಕೆ [41, 89, 437, 121]
story9-body-bottom [230, 1354, 582, 1454]
issue-date: ಬುಧವಾರ : 17-12-2025 [746, 10, 866, 24]
